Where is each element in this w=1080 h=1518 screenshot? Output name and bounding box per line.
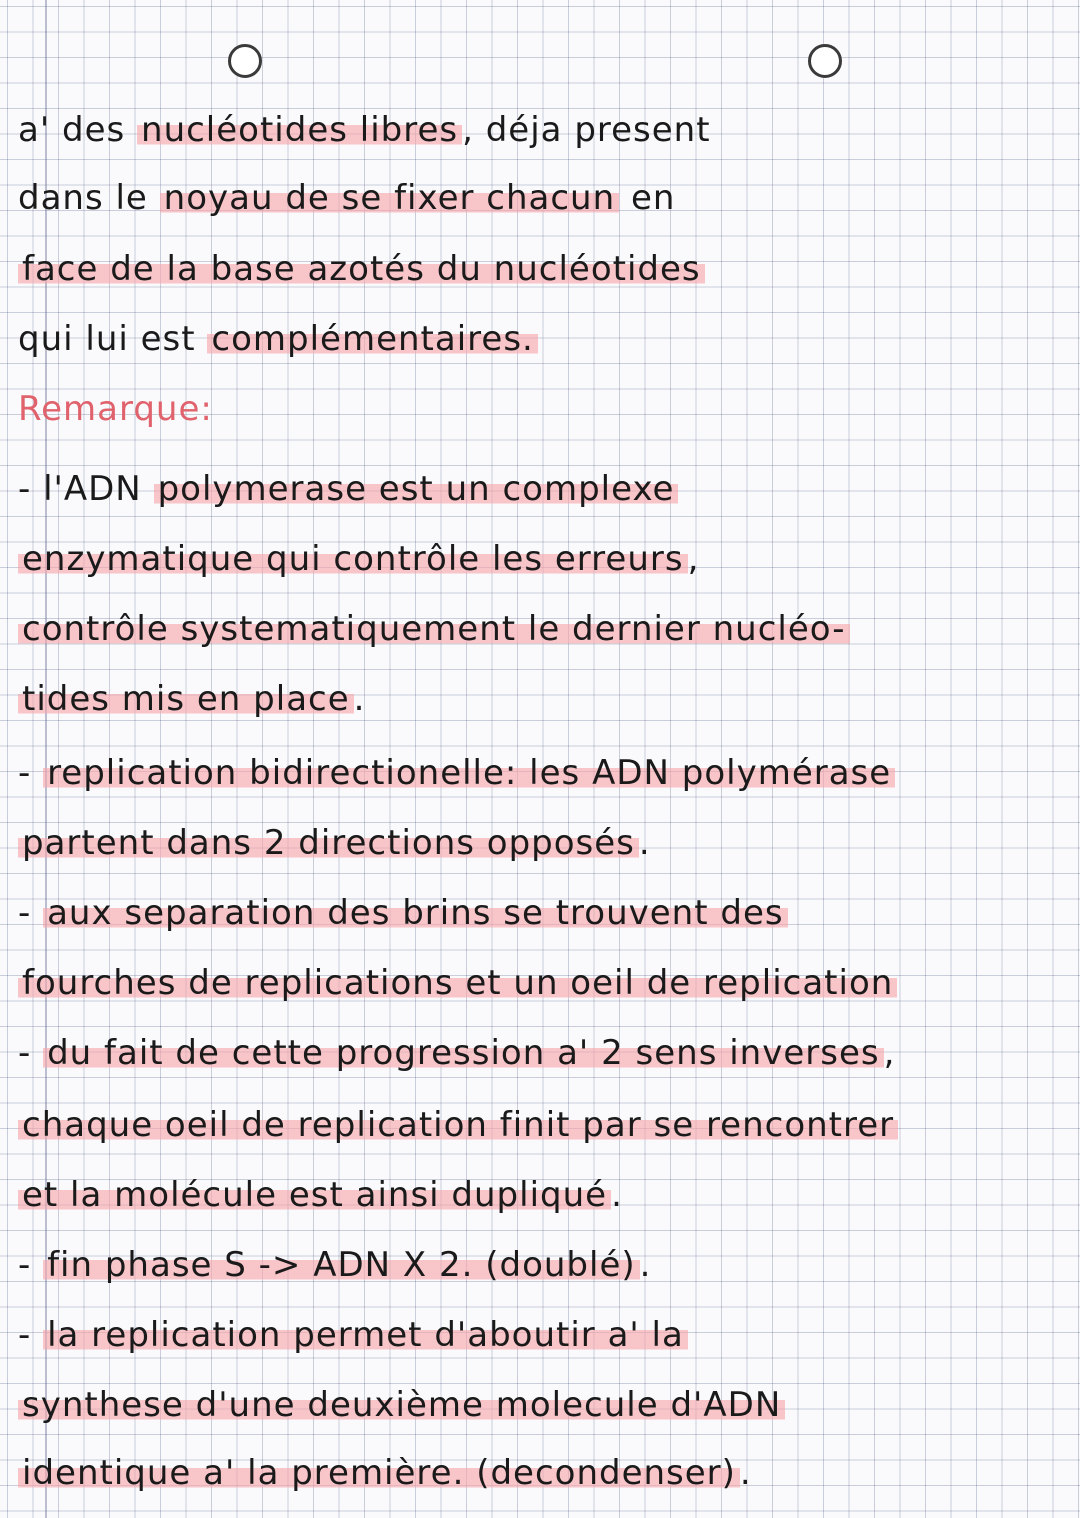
note-line: partent dans 2 directions opposés . [18, 810, 1068, 876]
note-line: - du fait de cette progression a' 2 sens inverses , [18, 1033, 896, 1073]
note-line: contrôle systematiquement le dernier nucléo- [18, 596, 1068, 662]
note-line: et la molécule est ainsi dupliqué . [18, 1162, 1068, 1228]
note-line: a' des nucléotides libres , déja present [18, 110, 711, 150]
note-line: - fin phase S -> ADN X 2. (doublé) . [18, 1245, 652, 1285]
section-heading: Remarque: [18, 389, 213, 429]
note-line: chaque oeil de replication finit par se rencontrer [18, 1092, 1068, 1158]
note-line: dans le noyau de se fixer chacun en [18, 178, 676, 218]
note-line: - aux separation des brins se trouvent des [18, 880, 1068, 946]
note-line: enzymatique qui contrôle les erreurs , [18, 526, 1068, 592]
note-line: identique a' la première. (decondenser) . [18, 1440, 1068, 1506]
note-line: tides mis en place . [18, 666, 1068, 732]
note-line: synthese d'une deuxième molecule d'ADN [18, 1372, 1068, 1438]
note-line: face de la base azotés du nucléotides [18, 236, 1068, 302]
note-line: qui lui est complémentaires. [18, 306, 1068, 372]
note-line: - replication bidirectionelle: les ADN polymérase [18, 740, 1068, 806]
note-line: - l'ADN polymerase est un complexe [18, 456, 1068, 522]
note-line: fourches de replications et un oeil de replication [18, 950, 1068, 1016]
note-line: - la replication permet d'aboutir a' la [18, 1302, 1068, 1368]
